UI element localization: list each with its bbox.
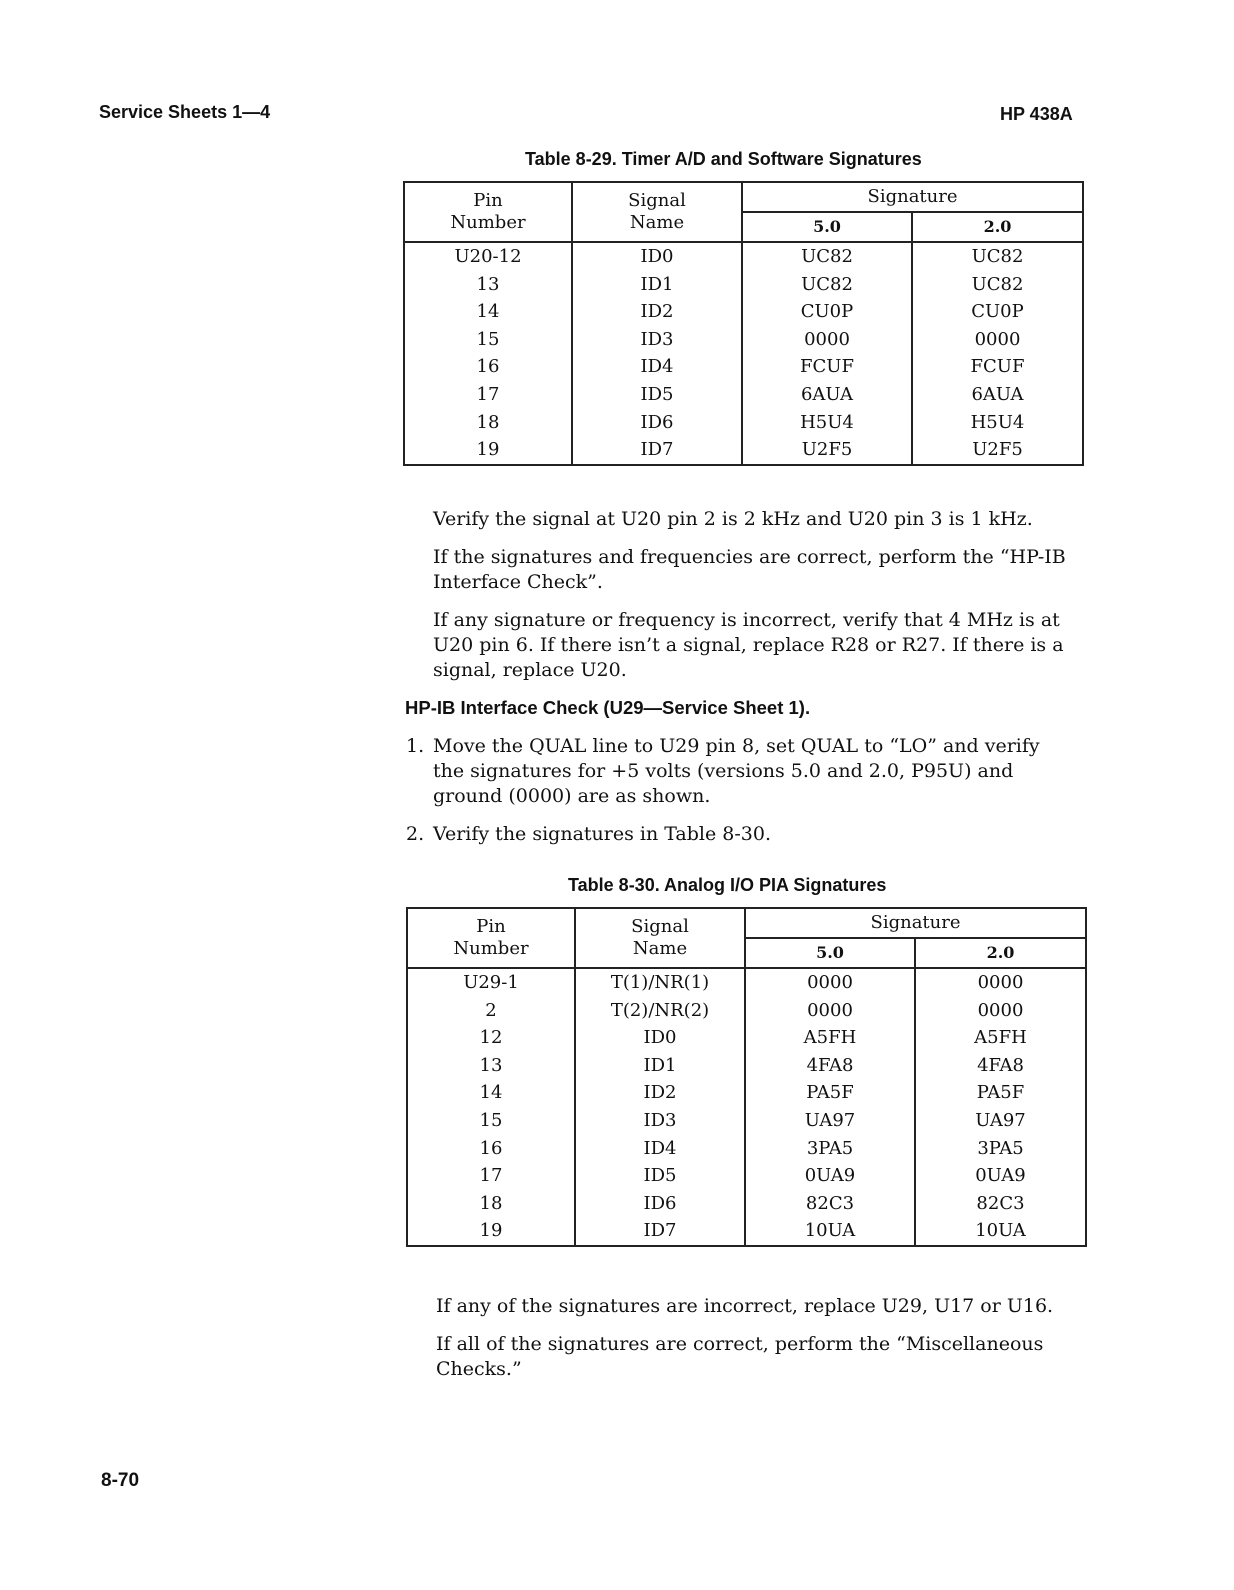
paragraph: If any of the signatures are incorrect, replace U29, U17 or U16. [436,1295,1054,1317]
table-row [404,271,1083,299]
header-pin-line1: Pin [473,190,503,211]
header-pin-line1: Pin [476,916,506,937]
paragraph: If the signatures and frequencies are correct, perform the “HP-IB Interface Check”. [433,546,1066,593]
table-row [407,1024,1086,1052]
cell-signal: ID6 [575,1190,745,1218]
table-row [404,409,1083,437]
cell-signal: ID4 [575,1135,745,1163]
table-row [407,1190,1086,1218]
cell-pin: 13 [404,271,572,299]
table-row [407,1107,1086,1135]
cell-signal: ID5 [575,1162,745,1190]
cell-pin: 12 [407,1024,575,1052]
column-header-v50: 5.0 [745,938,915,968]
cell-v20: 10UA [975,1220,1026,1242]
cell-v20: UC82 [971,246,1024,267]
cell-signal: ID5 [572,381,742,409]
column-header-pin [404,182,572,242]
cell-v50: UC82 [742,271,912,299]
page-number: 8-70 [101,1470,140,1491]
cell-v50: A5FH [745,1024,915,1052]
paragraph: If all of the signatures are correct, perform the “Miscellaneous Checks.” [436,1333,1044,1380]
list-item [406,734,1076,814]
header-signal-line1: Signal [628,190,686,211]
cell-pin: 19 [407,1217,575,1246]
header-signal-line2: Name [629,212,685,233]
list-item-text: Verify the signatures in Table 8-30. [433,823,772,845]
table-caption: Table 8-30. Analog I/O PIA Signatures [568,875,887,895]
column-header-signature: Signature [867,186,958,207]
column-header-pin [407,908,575,968]
cell-v50: CU0P [742,298,912,326]
list-item [406,822,1076,852]
cell-v20: PA5F [976,1082,1025,1104]
cell-v20: FCUF [970,356,1025,378]
cell-v50: U2F5 [742,436,912,465]
table-row [407,1079,1086,1107]
table-row [407,997,1086,1025]
cell-pin: U20-12 [404,242,572,271]
cell-signal: T(2)/NR(2) [575,997,745,1025]
header-pin-line2: Number [450,212,526,233]
cell-v20: 0000 [974,328,1021,350]
cell-v50: 10UA [745,1217,915,1246]
cell-signal: ID7 [572,436,742,465]
header-signal-line2: Name [632,938,688,959]
column-header-v20: 2.0 [912,212,1083,242]
cell-v20: 3PA5 [977,1137,1024,1159]
cell-pin: 19 [404,436,572,465]
cell-pin: 18 [407,1190,575,1218]
table-row [404,436,1083,465]
cell-v20: 6AUA [971,383,1024,405]
cell-signal: ID0 [575,1024,745,1052]
cell-pin: 15 [404,326,572,354]
running-header-right: HP 438A [1000,104,1073,124]
signature-table [406,907,1087,1247]
cell-pin: 17 [404,381,572,409]
cell-v20: 82C3 [976,1192,1025,1214]
column-header-v50: 5.0 [742,212,912,242]
cell-v20: UC82 [971,273,1024,295]
cell-pin: 16 [407,1135,575,1163]
cell-pin: U29-1 [407,968,575,997]
table-row [407,1162,1086,1190]
running-header-left: Service Sheets 1—4 [99,102,271,122]
table-row [404,298,1083,326]
cell-signal: ID4 [572,353,742,381]
cell-v50: 3PA5 [745,1135,915,1163]
cell-v50: UA97 [745,1107,915,1135]
cell-v20: UA97 [975,1109,1026,1131]
cell-v50: 0000 [745,997,915,1025]
paragraph: Verify the signal at U20 pin 2 is 2 kHz and U20 pin 3 is 1 kHz. [433,508,1033,530]
cell-pin: 14 [404,298,572,326]
cell-v50: 0000 [745,968,915,997]
cell-v20: CU0P [971,301,1024,323]
cell-pin: 2 [407,997,575,1025]
cell-v20: 0000 [977,999,1024,1021]
table-row [404,381,1083,409]
cell-v20: U2F5 [972,439,1023,461]
table-row [407,1052,1086,1080]
cell-signal: ID1 [572,271,742,299]
header-pin-line2: Number [453,938,529,959]
column-header-signature: Signature [870,912,961,933]
cell-signal: ID2 [575,1079,745,1107]
table-row [407,968,1086,997]
section-heading: HP-IB Interface Check (U29—Service Sheet 1). [405,697,811,718]
column-header-signal [572,182,742,242]
column-header-v20: 2.0 [915,938,1086,968]
cell-v50: 6AUA [742,381,912,409]
cell-signal: ID1 [575,1052,745,1080]
cell-signal: ID3 [572,326,742,354]
cell-v20: H5U4 [970,411,1025,433]
list-item-number: 1. [406,735,425,757]
cell-v50: FCUF [742,353,912,381]
table-row [407,1217,1086,1246]
cell-signal: ID3 [575,1107,745,1135]
cell-signal: ID6 [572,409,742,437]
cell-v50: 0UA9 [745,1162,915,1190]
cell-v50: PA5F [745,1079,915,1107]
table-row [404,326,1083,354]
cell-pin: 18 [404,409,572,437]
cell-v20: 0UA9 [975,1165,1026,1187]
header-signal-line1: Signal [631,916,689,937]
cell-v50: 0000 [742,326,912,354]
cell-v20: 4FA8 [977,1054,1024,1076]
cell-v20: 0000 [977,972,1024,993]
cell-v50: 82C3 [745,1190,915,1218]
column-header-signal [575,908,745,968]
cell-pin: 13 [407,1052,575,1080]
list-item-text: Move the QUAL line to U29 pin 8, set QUAL to “LO” and verify the signatures for +5 volts (versions 5.0 and 2.0, P95U) and ground (0000) are as shown. [433,735,1040,807]
cell-v50: UC82 [742,242,912,271]
list-item-number: 2. [406,823,425,845]
table-caption: Table 8-29. Timer A/D and Software Signatures [525,149,922,169]
cell-pin: 15 [407,1107,575,1135]
table-row [407,1135,1086,1163]
cell-pin: 14 [407,1079,575,1107]
table-row [404,242,1083,271]
paragraph: If any signature or frequency is incorrect, verify that 4 MHz is at U20 pin 6. If there isn’t a signal, replace R28 or R27. If there is a signal, replace U20. [433,609,1064,681]
cell-pin: 16 [404,353,572,381]
cell-pin: 17 [407,1162,575,1190]
cell-signal: ID7 [575,1217,745,1246]
signature-table [403,181,1084,466]
cell-signal: ID0 [572,242,742,271]
cell-signal: T(1)/NR(1) [575,968,745,997]
table-row [404,353,1083,381]
cell-v20: A5FH [974,1027,1027,1049]
cell-signal: ID2 [572,298,742,326]
cell-v50: 4FA8 [745,1052,915,1080]
cell-v50: H5U4 [742,409,912,437]
